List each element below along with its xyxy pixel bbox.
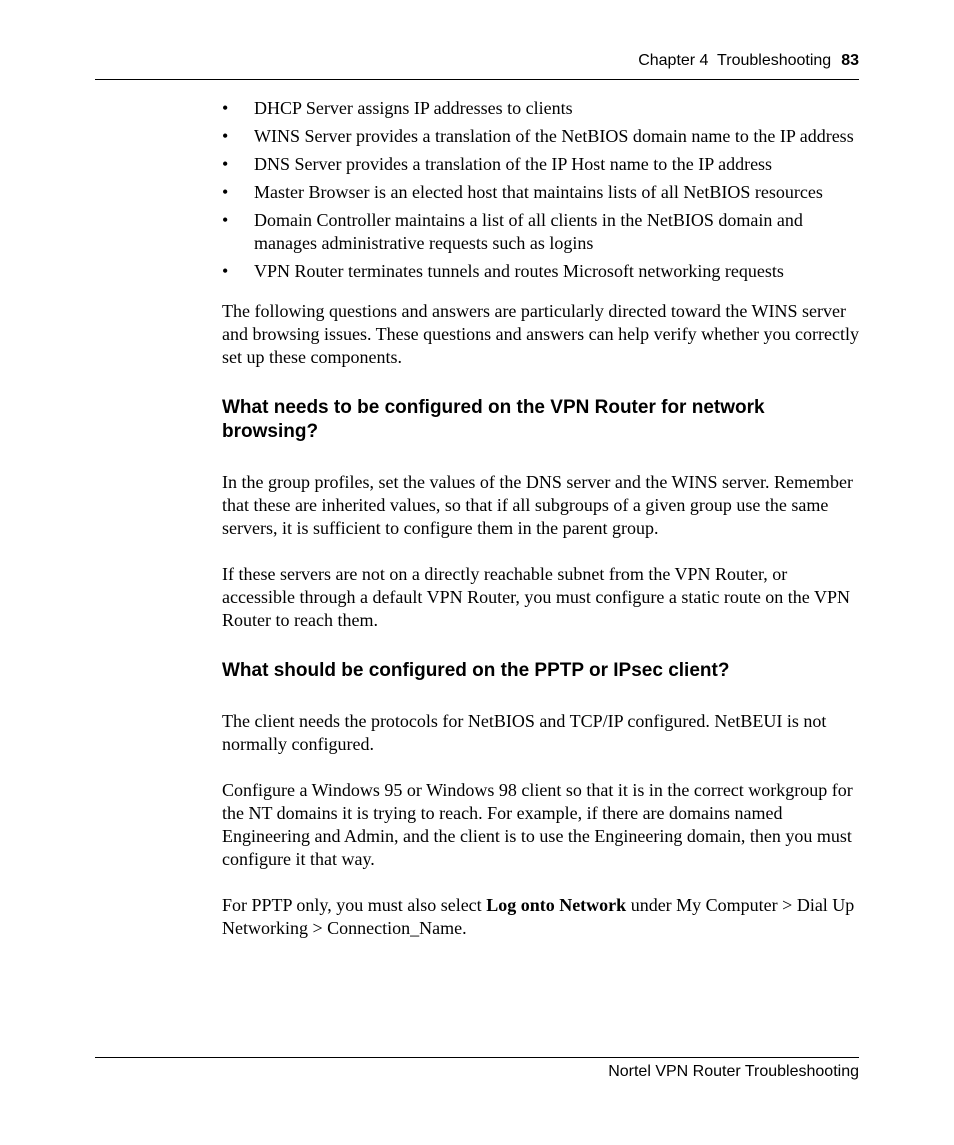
footer-title: Nortel VPN Router Troubleshooting (608, 1063, 859, 1080)
list-item-text: DHCP Server assigns IP addresses to clients (254, 98, 573, 118)
body-paragraph: The client needs the protocols for NetBIOS and TCP/IP configured. NetBEUI is not normally configured. (222, 711, 827, 754)
list-item-text: DNS Server provides a translation of the IP Host name to the IP address (254, 154, 773, 174)
body-paragraph: Configure a Windows 95 or Windows 98 client so that it is in the correct workgroup for the NT domains it is trying to reach. For example, if there are domains named Engineering and Admin, and the client is to use the Engineering domain, then you must configure it that way. (222, 780, 853, 869)
bullet-icon: • (222, 182, 229, 202)
component-list (222, 97, 862, 283)
running-header (638, 51, 859, 71)
pptp-text-before: For PPTP only, you must also select (222, 895, 487, 915)
log-onto-network-term: Log onto Network (486, 895, 627, 915)
list-item-text: Domain Controller maintains a list of all clients in the NetBIOS domain and manages administrative requests such as logins (254, 210, 803, 253)
list-item-text: Master Browser is an elected host that maintains lists of all NetBIOS resources (254, 182, 823, 202)
pptp-paragraph (222, 894, 862, 940)
bullet-icon: • (222, 98, 229, 118)
section-heading-client: What should be configured on the PPTP or IPsec client? (222, 660, 730, 681)
intro-paragraph: The following questions and answers are particularly directed toward the WINS server and browsing issues. These questions and answers can help verify whether you correctly set up these components. (222, 301, 859, 367)
list-item (222, 153, 862, 176)
list-item (222, 209, 862, 255)
list-item-text: VPN Router terminates tunnels and routes Microsoft networking requests (254, 261, 784, 281)
bullet-icon: • (222, 154, 229, 174)
chapter-title: Chapter 4 Troubleshooting (638, 52, 832, 69)
list-item (222, 125, 862, 148)
list-item-text: WINS Server provides a translation of the NetBIOS domain name to the IP address (254, 126, 854, 146)
page-header (95, 50, 859, 80)
page-number: 83 (841, 52, 859, 69)
page-footer (95, 1057, 859, 1080)
pptp-text-after: under My Computer > Dial Up Networking > Connection_Name. (222, 895, 859, 938)
bullet-icon: • (222, 261, 229, 281)
section-heading-vpn-router: What needs to be configured on the VPN Router for network browsing? (222, 397, 765, 442)
bullet-icon: • (222, 210, 229, 230)
bullet-icon: • (222, 126, 229, 146)
body-paragraph: If these servers are not on a directly reachable subnet from the VPN Router, or accessible through a default VPN Router, you must configure a static route on the VPN Router to reach them. (222, 564, 850, 630)
list-item (222, 181, 862, 204)
list-item (222, 260, 862, 283)
page-body (222, 97, 862, 940)
list-item (222, 97, 862, 120)
body-paragraph: In the group profiles, set the values of the DNS server and the WINS server. Remember that these are inherited values, so that if all subgroups of a given group use the same servers, it is sufficient to configure them in the parent group. (222, 472, 853, 538)
